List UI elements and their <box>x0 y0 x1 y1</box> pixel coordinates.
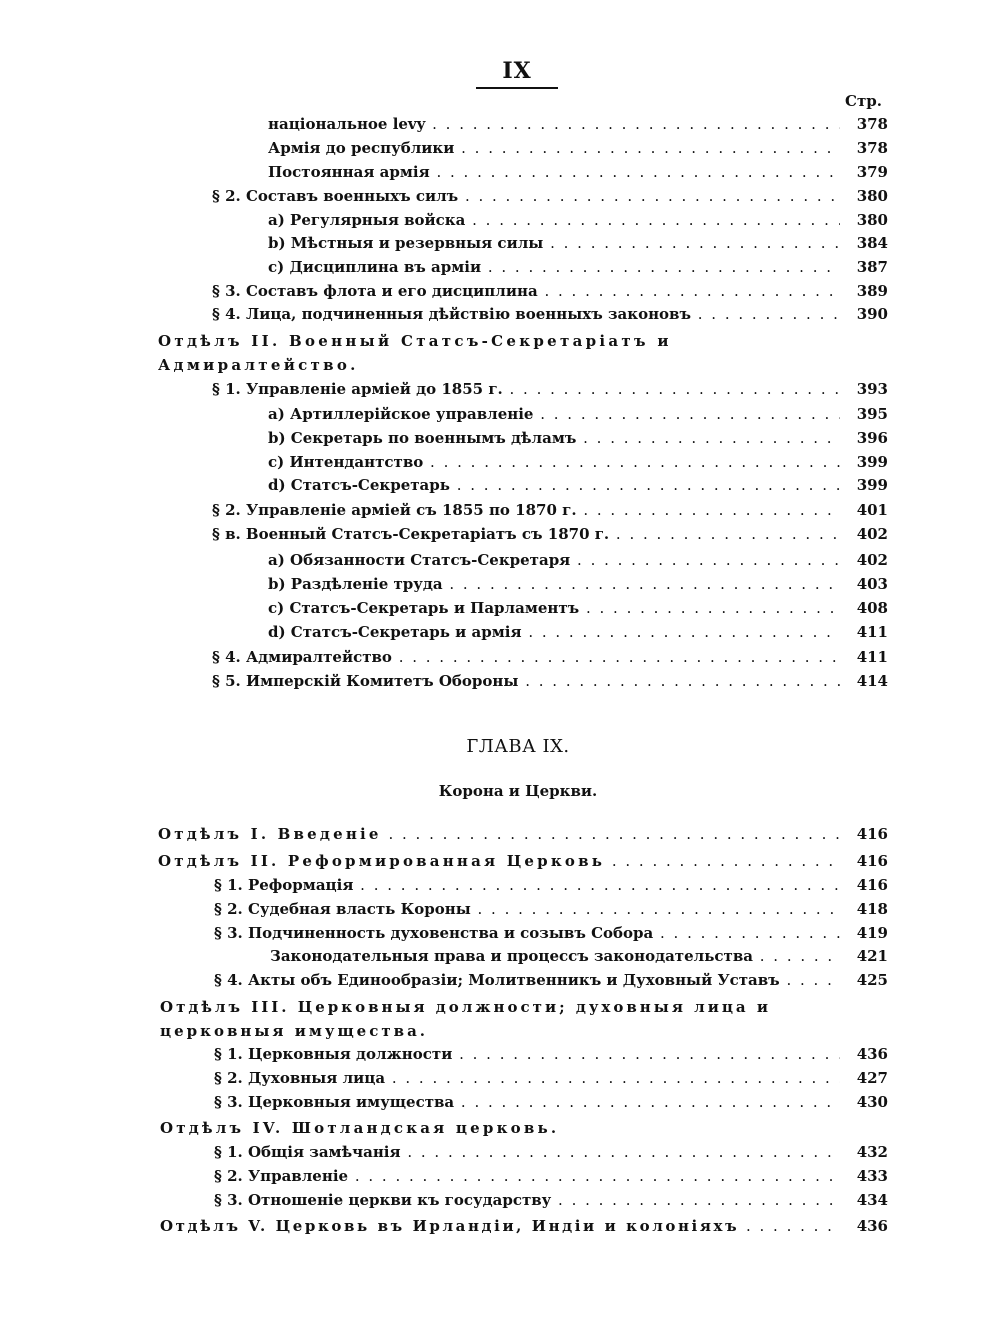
chapter-number: ГЛАВА IX. <box>466 736 570 757</box>
toc-entry-page: 395 <box>856 405 888 423</box>
toc-entry-title: національное levy . . . <box>268 113 840 135</box>
toc-entry-page: 411 <box>856 648 888 666</box>
toc-entry-title: § 1. Реформація . . . <box>214 874 840 896</box>
toc-entry-title: § 3. Подчиненность духовенства и созывъ Собора . . . <box>214 922 840 944</box>
toc-entry <box>0 232 1000 254</box>
toc-entry-title: Отдѣлъ V. Церковь въ Ирландіи, Индіи и колоніяхъ . . . <box>160 1215 840 1237</box>
toc-entry-page: 433 <box>856 1167 888 1185</box>
toc-entry <box>0 256 1000 278</box>
toc-entry <box>0 670 1000 692</box>
toc-entry-page: 416 <box>856 852 888 870</box>
toc-entry <box>0 523 1000 545</box>
toc-entry <box>0 1117 1000 1139</box>
toc-entry-title: Отдѣлъ IV. Шотландская церковь. <box>160 1119 560 1137</box>
toc-entry-title: § 1. Управленіе арміей до 1855 г. . . . <box>212 378 840 400</box>
toc-entry-title: a) Артиллерійское управленіе . . . <box>268 403 840 425</box>
toc-entry <box>0 113 1000 135</box>
toc-entry-page: 380 <box>856 211 888 229</box>
toc-entry <box>0 209 1000 231</box>
chapter-title: Корона и Церкви. <box>438 782 598 800</box>
toc-entry <box>0 280 1000 302</box>
toc-entry <box>0 549 1000 571</box>
toc-entry-page: 390 <box>856 305 888 323</box>
toc-entry-page: 403 <box>856 575 888 593</box>
toc-entry-page: 434 <box>856 1191 888 1209</box>
toc-entry <box>0 597 1000 619</box>
toc-entry-page: 414 <box>856 672 888 690</box>
toc-entry-page: 378 <box>856 115 888 133</box>
toc-entry <box>0 1165 1000 1187</box>
toc-entry-page: 399 <box>856 453 888 471</box>
toc-entry-title: § 2. Составъ военныхъ силъ . . . <box>212 185 840 207</box>
toc-entry <box>0 945 1000 967</box>
toc-entry-title: § 2. Судебная власть Короны . . . <box>214 898 840 920</box>
toc-entry-title: c) Статсъ-Секретарь и Парламентъ . . . <box>268 597 840 619</box>
toc-entry-page: 380 <box>856 187 888 205</box>
toc-entry-title: § 2. Управленіе . . . <box>214 1165 840 1187</box>
toc-entry-title: d) Статсъ-Секретарь . . . <box>268 474 840 496</box>
page-column-label: Стр. <box>845 92 882 110</box>
toc-entry <box>0 850 1000 872</box>
toc-entry <box>0 874 1000 896</box>
toc-entry-title: § 3. Отношеніе церкви къ государству . . . <box>214 1189 840 1211</box>
page-number: IX <box>502 58 532 84</box>
toc-entry-title: § 1. Общія замѣчанія . . . <box>214 1141 840 1163</box>
toc-entry-title: § 4. Акты объ Единообразіи; Молитвенникъ и Духовный Уставъ . . . <box>214 969 840 991</box>
toc-entry <box>0 1067 1000 1089</box>
toc-entry <box>0 303 1000 325</box>
toc-entry <box>0 1215 1000 1237</box>
toc-entry-page: 408 <box>856 599 888 617</box>
toc-entry <box>0 1189 1000 1211</box>
toc-entry-title: § 2. Духовныя лица . . . <box>214 1067 840 1089</box>
toc-entry-page: 425 <box>856 971 888 989</box>
toc-entry <box>0 137 1000 159</box>
toc-entry-title: b) Секретарь по военнымъ дѣламъ . . . <box>268 427 840 449</box>
toc-entry-title: Отдѣлъ I. Введеніе . . . <box>158 823 840 845</box>
toc-entry-title: § 3. Церковныя имущества . . . <box>214 1091 840 1113</box>
toc-entry <box>0 427 1000 449</box>
toc-entry-page: 387 <box>856 258 888 276</box>
toc-entry-title: Армія до республики . . . <box>268 137 840 159</box>
toc-entry-title: § 1. Церковныя должности . . . <box>214 1043 840 1065</box>
toc-entry-page: 436 <box>856 1045 888 1063</box>
toc-entry <box>0 499 1000 521</box>
toc-entry-title: b) Мѣстныя и резервныя силы . . . <box>268 232 840 254</box>
toc-entry <box>0 969 1000 991</box>
toc-entry <box>0 922 1000 944</box>
toc-entry-page: 411 <box>856 623 888 641</box>
toc-entry <box>0 378 1000 400</box>
toc-entry-page: 416 <box>856 825 888 843</box>
toc-entry-title: § 5. Имперскій Комитетъ Обороны . . . <box>212 670 840 692</box>
toc-entry-title: § 2. Управленіе арміей съ 1855 по 1870 г. . . . <box>212 499 840 521</box>
toc-section-heading: Отдѣлъ III. Церковныя должности; духовныя лица и церковныя имущества. <box>160 998 771 1040</box>
toc-entry-title: a) Обязанности Статсъ-Секретаря . . . <box>268 549 840 571</box>
toc-entry-page: 402 <box>856 525 888 543</box>
toc-entry <box>0 474 1000 496</box>
toc-entry <box>0 621 1000 643</box>
toc-entry-title: b) Раздѣленіе труда . . . <box>268 573 840 595</box>
toc-entry <box>0 161 1000 183</box>
toc-entry <box>0 898 1000 920</box>
toc-entry-page: 393 <box>856 380 888 398</box>
toc-entry <box>0 823 1000 845</box>
toc-entry-page: 427 <box>856 1069 888 1087</box>
toc-entry <box>0 451 1000 473</box>
toc-entry-title: c) Дисциплина въ арміи . . . <box>268 256 840 278</box>
toc-entry-page: 419 <box>856 924 888 942</box>
toc-entry <box>0 1141 1000 1163</box>
toc-entry-title: Отдѣлъ II. Реформированная Церковь . . . <box>158 850 840 872</box>
toc-entry-title: § 4. Лица, подчиненныя дѣйствію военныхъ законовъ . . . <box>212 303 840 325</box>
toc-entry-title: Постоянная армія . . . <box>268 161 840 183</box>
toc-entry-page: 399 <box>856 476 888 494</box>
toc-entry-page: 396 <box>856 429 888 447</box>
header-rule <box>476 87 558 89</box>
toc-entry <box>0 573 1000 595</box>
toc-entry <box>0 1043 1000 1065</box>
toc-entry-page: 379 <box>856 163 888 181</box>
toc-entry-page: 389 <box>856 282 888 300</box>
toc-entry-page: 384 <box>856 234 888 252</box>
toc-entry-page: 378 <box>856 139 888 157</box>
toc-entry-title: Законодательныя права и процессъ законодательства . . . <box>270 945 840 967</box>
toc-entry-page: 421 <box>856 947 888 965</box>
toc-entry <box>0 403 1000 425</box>
toc-entry-page: 430 <box>856 1093 888 1111</box>
toc-entry <box>0 646 1000 668</box>
toc-entry-title: § 3. Составъ флота и его дисциплина . . . <box>212 280 840 302</box>
toc-entry <box>0 1091 1000 1113</box>
toc-entry-page: 436 <box>856 1217 888 1235</box>
toc-entry-title: § 4. Адмиралтейство . . . <box>212 646 840 668</box>
toc-entry <box>0 185 1000 207</box>
toc-entry-page: 432 <box>856 1143 888 1161</box>
toc-entry-title: c) Интендантство . . . <box>268 451 840 473</box>
toc-entry-page: 401 <box>856 501 888 519</box>
toc-entry-page: 416 <box>856 876 888 894</box>
toc-entry-title: § в. Военный Статсъ-Секретаріатъ съ 1870 г. . . . <box>212 523 840 545</box>
toc-section-heading: Отдѣлъ II. Военный Статсъ-Секретаріатъ и Адмиралтейство. <box>158 332 672 374</box>
toc-entry-title: a) Регулярныя войска . . . <box>268 209 840 231</box>
toc-entry-page: 402 <box>856 551 888 569</box>
toc-entry-title: d) Статсъ-Секретарь и армія . . . <box>268 621 840 643</box>
toc-entry-page: 418 <box>856 900 888 918</box>
